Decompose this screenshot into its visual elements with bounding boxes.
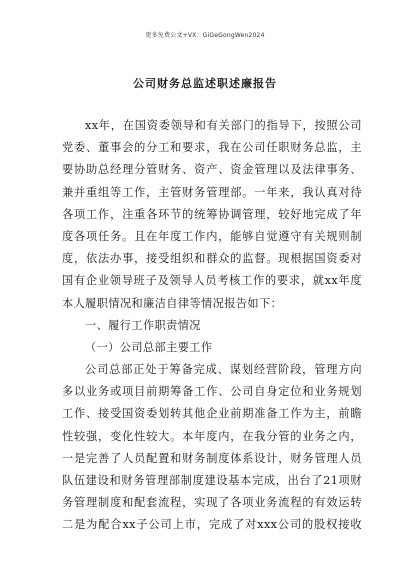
body-line: 务管理制度和配套流程，实现了各项业务流程的有效运转 [62,496,362,510]
body-line: 各项工作，注重各环节的统筹协调管理，较好地完成了年 [62,207,362,221]
body-line: 一是完善了人员配置和财务制度体系设计，财务管理人员 [62,451,362,465]
document-title: 公司财务总监述职述廉报告 [133,77,277,90]
body-line: xx年，在国资委领导和有关部门的指导下，按照公司 [85,119,362,132]
body-line: 公司总部正处于筹备完成、谋划经营阶段，管理方向 [85,363,362,377]
body-line: 度，依法办事，接受组织和群众的监督。现根据国资委对 [62,252,362,266]
body-line: 多以业务或项目前期筹备工作、公司自身定位和业务规划 [62,385,362,399]
body-line: 本人履职情况和廉洁自律等情况报告如下： [62,296,283,310]
body-line: 兼并重组等工作，主管财务管理部。一年来，我认真对待 [62,185,362,199]
body-line: 度各项任务。且在年度工作内，能够自觉遵守有关规则制 [62,229,362,243]
body-line: 一、履行工作职责情况 [85,318,201,332]
body-line: （一）公司总部主要工作 [85,340,213,354]
body-line: 党委、董事会的分工和要求，我在公司任职财务总监，主 [62,141,362,155]
body-line: 国有企业领导班子及领导人员考核工作的要求，就xx年度 [62,274,362,288]
body-line: 工作、接受国资委划转其他企业前期准备工作为主，前瞻 [62,407,362,421]
document-body [62,115,362,537]
body-line: 性较强，变化性较大。本年度内，在我分管的业务之内， [62,429,362,443]
body-line: 队伍建设和财务管理部制度建设基本完成，出台了21项财 [62,474,362,487]
body-line: 要协助总经理分管财务、资产、资金管理以及法律事务、 [62,163,362,177]
body-line: 二是为配合xx子公司上市，完成了对xxx公司的股权接收 [62,518,362,532]
page-header: 更多免费公文+VX：GiGeGongWen2024 [145,32,265,39]
